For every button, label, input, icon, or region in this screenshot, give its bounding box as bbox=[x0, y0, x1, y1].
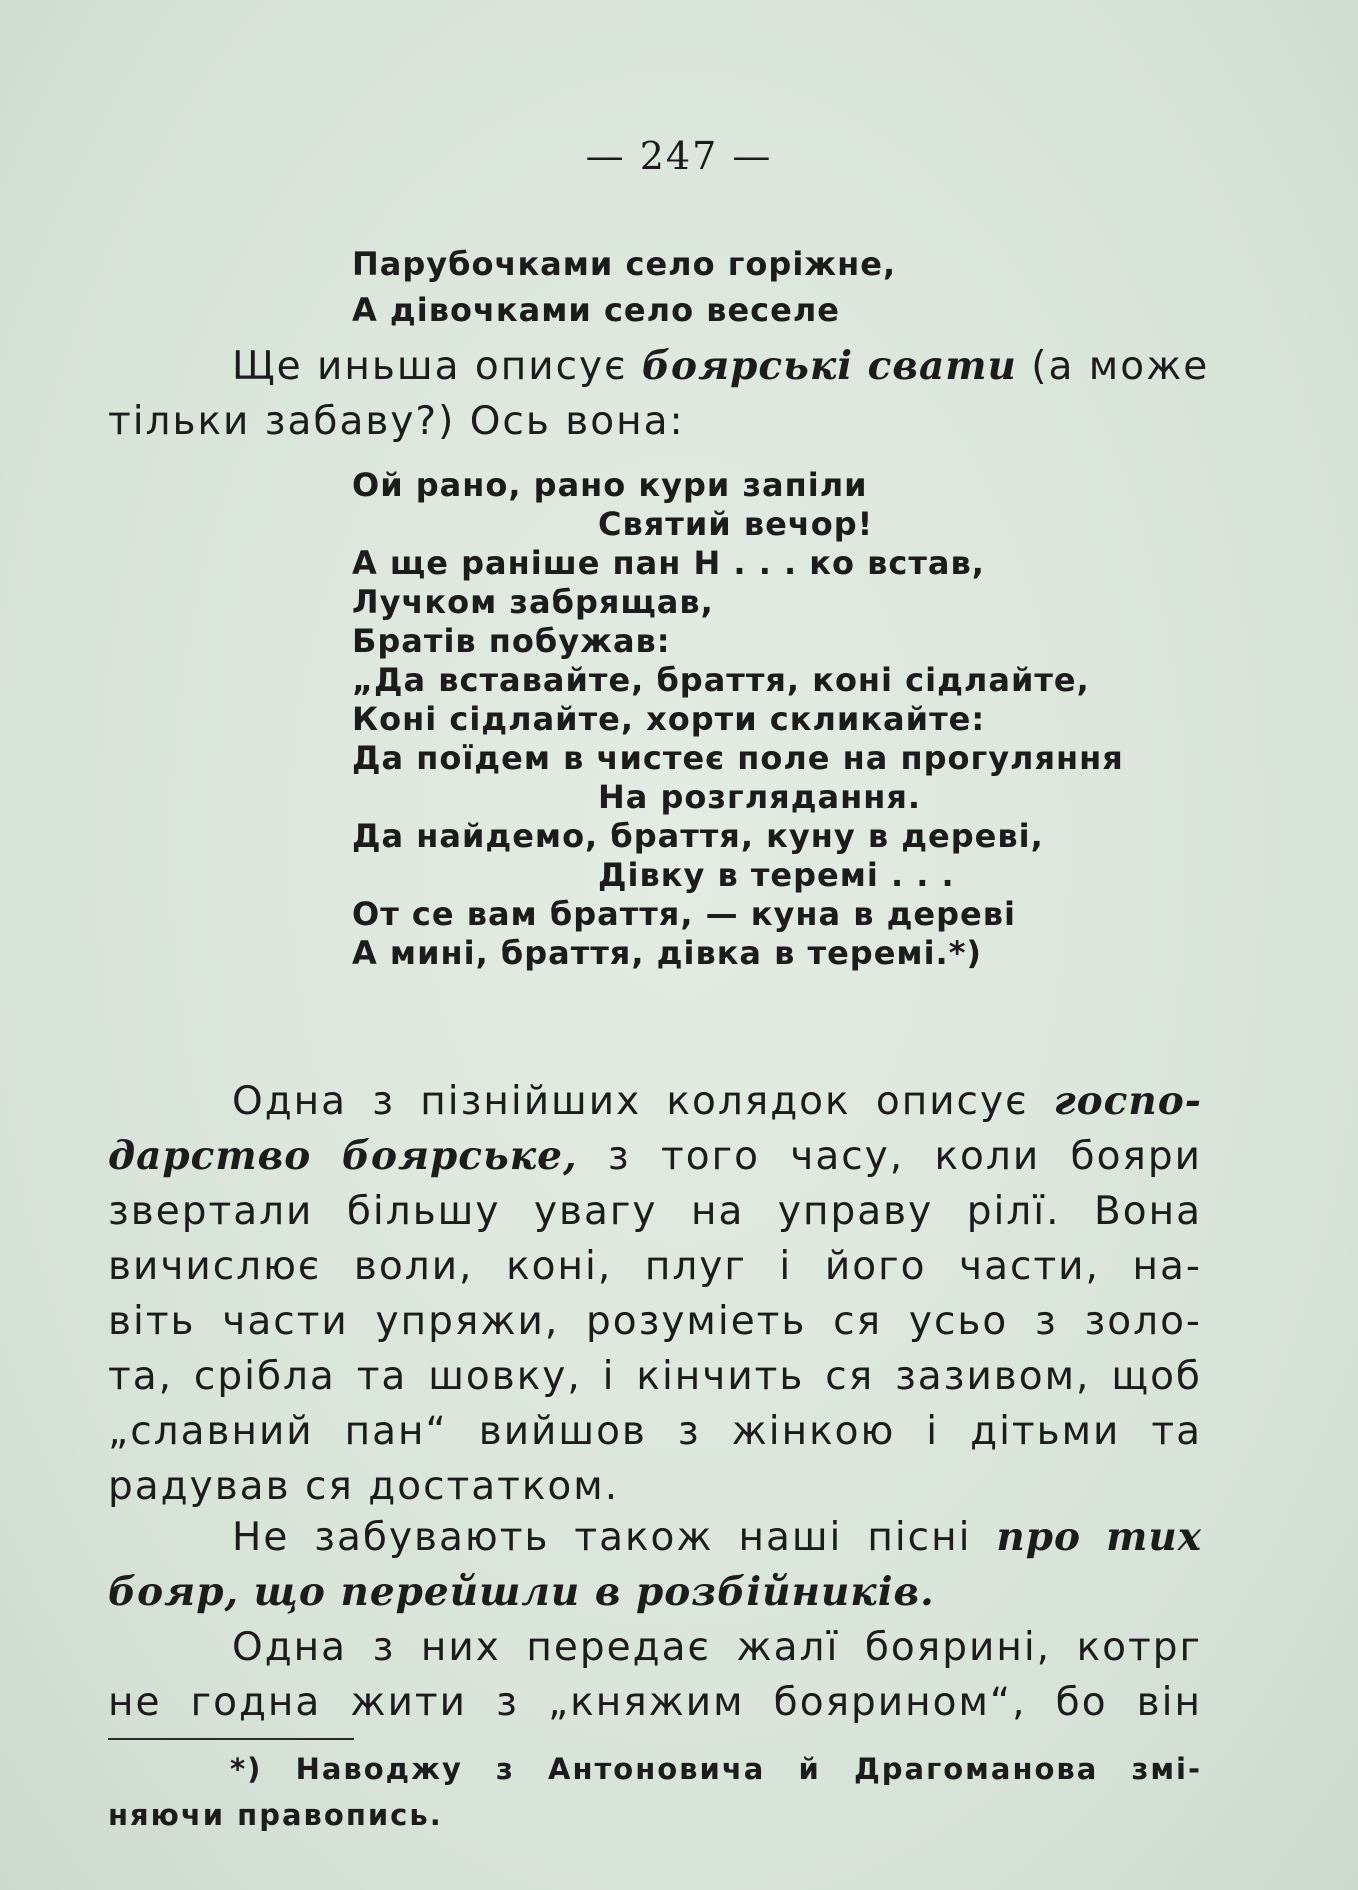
paragraph-line: „славний пан“ вийшов з жінкою і дітьми та bbox=[108, 1409, 1202, 1454]
paragraph-line: вичислює воли, коні, плуг і його части, на- bbox=[108, 1244, 1202, 1289]
paragraph bbox=[108, 1510, 1202, 1620]
paragraph-line bbox=[108, 1510, 1202, 1565]
verse-line: Ой рано, рано кури запіли bbox=[352, 466, 868, 504]
paragraph-line bbox=[108, 1074, 1202, 1129]
footnote-divider bbox=[108, 1738, 354, 1740]
paragraph-line bbox=[108, 1565, 1202, 1620]
footnote bbox=[108, 1752, 1202, 1844]
verse-refrain: Святий вечор! bbox=[598, 505, 874, 543]
verse-line: А дівочками село веселе bbox=[352, 291, 840, 329]
verse-refrain: На розглядання. bbox=[598, 778, 922, 816]
verse-line: Лучком забрящав, bbox=[352, 583, 714, 621]
italic-phrase: про тих bbox=[996, 1514, 1202, 1560]
paragraph-line: звертали більшу увагу на управу рілї. Вона bbox=[108, 1189, 1202, 1234]
italic-phrase: госпо- bbox=[1053, 1078, 1202, 1124]
paragraph bbox=[108, 1620, 1202, 1730]
verse-refrain: Дівку в теремі . . . bbox=[598, 856, 955, 894]
verse-line: „Да вставайте, браття, коні сідлайте, bbox=[352, 661, 1090, 699]
verse-line: Коні сідлайте, хорти скликайте: bbox=[352, 700, 986, 738]
paragraph-line bbox=[108, 1129, 1202, 1184]
verse-line: А ще раніше пан Н . . . ко встав, bbox=[352, 544, 985, 582]
carol-verse bbox=[352, 466, 1124, 976]
verse-block bbox=[352, 245, 897, 340]
paragraph-line: віть части упряжи, розуміеть ся усьо з золо- bbox=[108, 1299, 1202, 1344]
text-run: Одна з пізнійших колядок описує bbox=[232, 1079, 1054, 1124]
paragraph-line: та, срібла та шовку, і кінчить ся зазивом, щоб bbox=[108, 1354, 1202, 1399]
footnote-line: няючи правопись. bbox=[108, 1798, 443, 1832]
verse-line: Братів побужав: bbox=[352, 622, 671, 660]
paragraph-line: тільки забаву?) Ось вона: bbox=[108, 399, 685, 444]
italic-phrase: дарство боярське, bbox=[108, 1133, 578, 1179]
paragraph-line: радував ся достатком. bbox=[108, 1464, 620, 1509]
paragraph bbox=[108, 1074, 1202, 1514]
italic-phrase: бояр, що перейшли в розбійників. bbox=[108, 1569, 935, 1615]
verse-line: А мині, браття, дівка в теремі.*) bbox=[352, 934, 983, 972]
paragraph-line bbox=[108, 339, 1210, 394]
page-number: — 247 — bbox=[585, 134, 773, 178]
verse-line: Да поїдем в чистеє поле на прогуляння bbox=[352, 739, 1124, 777]
verse-line: От се вам браття, — куна в дереві bbox=[352, 895, 1016, 933]
italic-phrase: боярські свати bbox=[641, 343, 1017, 389]
verse-line: Парубочками село горіжне, bbox=[352, 245, 897, 283]
paragraph-line: Одна з них передає жалї боярині, котрг bbox=[232, 1625, 1202, 1670]
text-run: Не забувають також наші пісні bbox=[232, 1515, 997, 1560]
paragraph-line: не годна жити з „княжим боярином“, бо він bbox=[108, 1680, 1202, 1725]
paragraph bbox=[108, 339, 1210, 449]
verse-line: Да найдемо, браття, куну в дереві, bbox=[352, 817, 1044, 855]
text-run: Ще иньша описує bbox=[232, 344, 642, 389]
footnote-line: *) Наводжу з Антоновича й Драгоманова змі- bbox=[230, 1752, 1202, 1786]
text-run: з того часу, коли бояри bbox=[577, 1134, 1202, 1179]
text-run: (а може bbox=[1016, 344, 1210, 389]
